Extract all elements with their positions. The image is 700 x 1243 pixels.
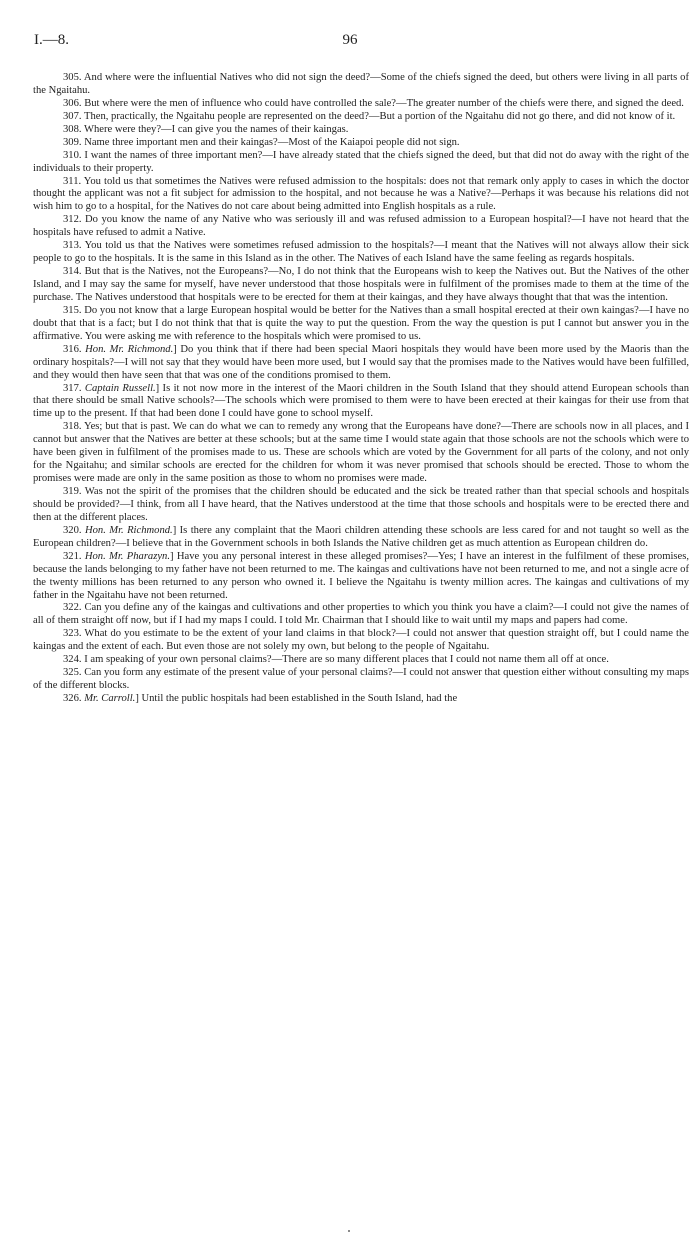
question-paragraph xyxy=(33,383,689,422)
question-paragraph: 305. And where were the influential Natives who did not sign the deed?—Some of the chiefs signed the deed, but others were living in all parts of the Ngaitahu. xyxy=(33,72,689,96)
question-paragraph: 307. Then, practically, the Ngaitahu people are represented on the deed?—But a portion of the Ngaitahu did not go there, and did not know of it. xyxy=(63,110,676,122)
question-paragraph xyxy=(33,693,689,706)
question-paragraph: 308. Where were they?—I can give you the names of their kaingas. xyxy=(63,123,349,135)
question-paragraph: 319. Was not the spirit of the promises that the children should be educated and the sick be treated rather than that special schools and hospitals should be provided?—I think, from all I have heard, that the Natives understood at the time that those schools and hospitals were to be erected there and then at the different places. xyxy=(33,486,689,523)
speaker-name: Hon. Mr. Richmond. xyxy=(84,524,173,536)
question-paragraph: 315. Do you not know that a large European hospital would be better for the Natives than a small hospital erected at their own kaingas?—I have no doubt that that is a fact; but I do not think that that is quite the way to put the question. From the way the question is put I cannot but answer you in the affirmative. You were asking me with reference to the hospitals which were promised to us. xyxy=(33,304,689,342)
question-paragraph: 323. What do you estimate to be the extent of your land claims in that block?—I could not answer that question straight off, but I could name the kaingas and the extent of each. But even those are not solely my own, but belong to the people of Ngaitahu. xyxy=(33,628,689,653)
page-mark xyxy=(348,1230,350,1232)
question-number: 320. xyxy=(63,524,85,536)
paragraph-text: ] Is it not now more in the interest of the Maori children in the South Island that they should attend European schools than that there should be small Native schools?—The schools which were promised to them were to have been erected at their kaingas for their use from that time up to the present. If that had been done I could have gone to school myself. xyxy=(33,382,690,420)
paragraph-text: ] Have you any personal interest in these alleged promises?—Yes; I have an interest in the fulfilment of these promises, because the lands belonging to my father have not been returned to me. The kaingas and cultivations have not been returned to me, and not a single acre of the twenty millions has been returned to any person who owned it. I believe the Ngaitahu is twenty million acres. The kaingas and cultivations of my father in the Ngaitahu have not been returned. xyxy=(33,550,690,601)
question-paragraph: 306. But where were the men of influence who could have controlled the sale?—The greater number of the chiefs were there, and signed the deed. xyxy=(63,97,684,109)
question-paragraph: 322. Can you define any of the kaingas and cultivations and other properties to which you think you have a claim?—I could not give the names of all of them straight off now, but if I had my maps I could. I told Mr. Chairman that I should like to wait until my maps and papers had come. xyxy=(33,602,689,627)
question-paragraph: 325. Can you form any estimate of the present value of your personal claims?—I could not answer that question either without consulting my maps of the different blocks. xyxy=(33,667,689,692)
question-paragraph: 313. You told us that the Natives were sometimes refused admission to the hospitals?—I meant that the Natives will not always allow their sick people to go to the hospitals. It is the same in this Island as in the other. The Natives of each Island have the same feeling as regards hospitals. xyxy=(33,240,689,265)
question-paragraph: 309. Name three important men and their kaingas?—Most of the Kaiapoi people did not sign. xyxy=(63,136,460,148)
question-number: 316. xyxy=(63,343,86,355)
paragraph-text: ] Is there any complaint that the Maori children attending these schools are less cared for and not taught so well as the European children?—I believe that in the Government schools in both Islands the Native children get as much attention as European children do. xyxy=(33,524,690,549)
paragraph-text: ] Until the public hospitals had been established in the South Island, had the xyxy=(135,693,458,704)
question-paragraph: 311. You told us that sometimes the Natives were refused admission to the hospitals: does not that remark only apply to cases in which the doctor thought the applicant was not a fit subject for admission to the hospital, and not because he was a Native?—Perhaps it was because his relations did not wish him to go to a hospital, for the Natives do not care about being admitted into English hospitals as a rule. xyxy=(33,175,689,213)
page-number: 96 xyxy=(342,32,358,48)
question-number: 326. xyxy=(63,693,85,704)
speaker-name: Captain Russell. xyxy=(84,382,156,394)
question-paragraph xyxy=(33,344,689,383)
question-paragraph: 310. I want the names of three important men?—I have already stated that the chiefs signed the deed, but that did not do away with the right of the individuals to their property. xyxy=(33,149,689,174)
question-paragraph: 318. Yes; but that is past. We can do what we can to remedy any wrong that the Europeans have done?—There are schools now in all places, and I cannot but answer that the Natives are better at these schools; but at the same time I would state again that those schools are not the schools which were to have been given in fulfilment of the promises made to us. These are schools which are voted by the Government for all parts of the colony, and not only for the Ngaitahu; and similar schools are erected for the children for whom it was never promised that schools should be erected. Those to whom the promises were made are only in the same position as those to whom no promises were made. xyxy=(33,421,689,485)
page-header xyxy=(34,32,666,50)
speaker-name: Hon. Mr. Pharazyn. xyxy=(84,550,171,562)
question-paragraph: 314. But that is the Natives, not the Europeans?—No, I do not think that the Europeans wish to keep the Natives out. But the Natives of the other Island, and I may say the same for myself, have never understood that those hospitals were in fulfilment of the promises made to them at the time of the purchase. The Natives understood that hospitals were to be erected for them at their kaingas, and they have always thought that that was the intention. xyxy=(33,266,689,303)
speaker-name: Mr. Carroll. xyxy=(84,693,136,704)
testimony-text xyxy=(33,72,689,706)
question-number: 317. xyxy=(63,382,85,394)
question-paragraph xyxy=(33,525,689,551)
question-paragraph: 324. I am speaking of your own personal claims?—There are so many different places that I could not name them all off at once. xyxy=(63,654,609,666)
document-reference: I.—8. xyxy=(34,32,69,48)
question-paragraph xyxy=(33,551,689,603)
paragraph-text: ] Do you think that if there had been special Maori hospitals they would have been more used by the Maoris than the ordinary hospitals?—I will not say that they would have been more used, but I would say that the promises made to the Natives would have been fulfilled, and they would then have seen that that was one of the conditions promised to them. xyxy=(33,343,689,381)
question-paragraph: 312. Do you know the name of any Native who was seriously ill and was refused admission to a European hospital?—I have not heard that the hospitals have refused to admit a Native. xyxy=(33,214,689,239)
speaker-name: Hon. Mr. Richmond. xyxy=(85,343,174,355)
question-number: 321. xyxy=(63,550,85,562)
